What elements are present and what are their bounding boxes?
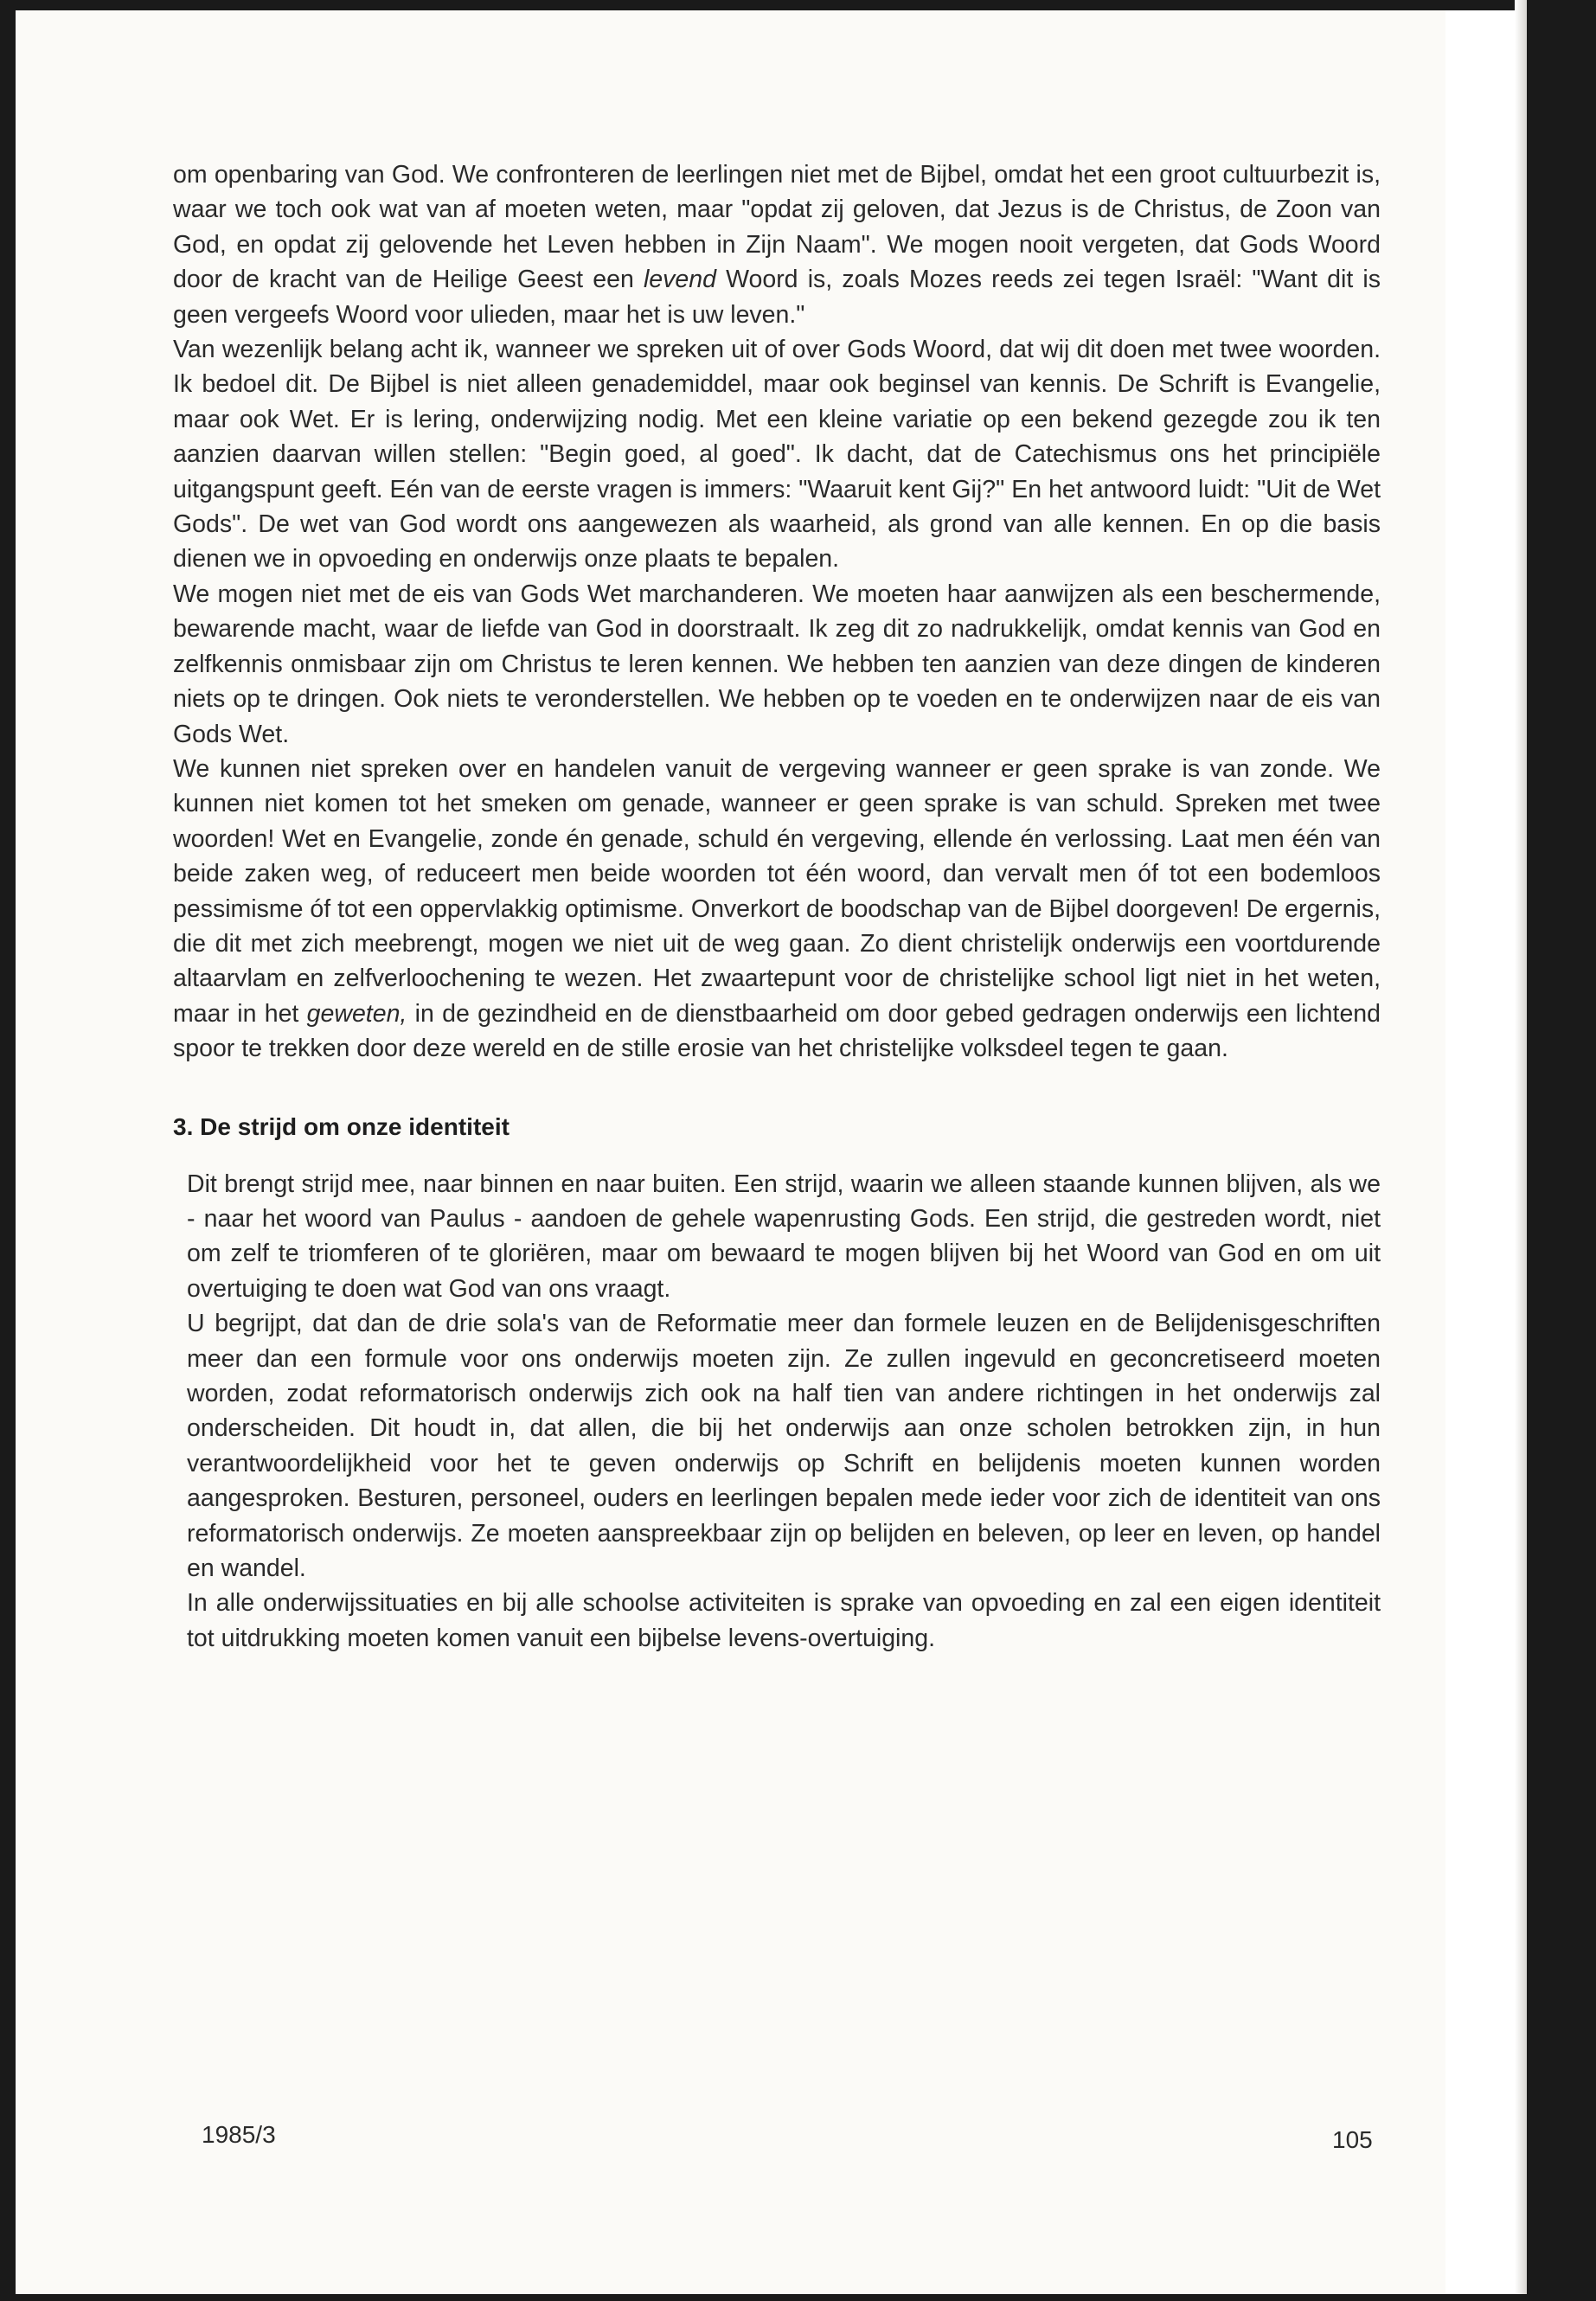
- scan-border-left: [0, 0, 16, 2301]
- scan-border-right: [1527, 0, 1596, 2301]
- text-run: in de gezindheid en de dienstbaarheid om door gebed gedragen onderwijs een lichtend spoor te trekken door deze wereld en de stille erosie van het christelijke volksdeel tegen te gaan.: [173, 999, 1381, 1063]
- paragraph-strijd: Dit brengt strijd mee, naar binnen en naar buiten. Een strijd, waarin we alleen staande kunnen blijven, als we - naar het woord van Paulus - aandoen de gehele wapenrusting Gods. Een strijd, die gestreden wordt, niet om zelf te triomferen of te gloriëren, maar om bewaard te mogen blijven bij het Woord van God en om uit overtuiging te doen wat God van ons vraagt.: [187, 1170, 1381, 1303]
- text-run: We mogen niet met de eis van Gods Wet marchanderen. We moeten haar aanwijzen als een beschermende, bewarende macht, waar de liefde van God in doorstraalt. Ik zeg dit zo nadrukkelijk, omdat kennis van God en zelfkennis onmisbaar zijn om Christus te leren kennen. We hebben ten aanzien van deze dingen de kinderen niets op te dringen. Ook niets te veronderstellen. We hebben op te voeden en te onderwijzen naar de eis van Gods Wet.: [173, 580, 1381, 748]
- footer-page-number: 105: [1332, 2126, 1373, 2153]
- scan-border-top: [0, 0, 1596, 10]
- italic-text-run: levend: [643, 266, 716, 294]
- scan-page-edge-shadow: [1515, 0, 1527, 2301]
- italic-text-run: geweten,: [306, 999, 407, 1028]
- article-body: [173, 157, 1381, 1656]
- footer-issue-number: 1985/3: [202, 2121, 276, 2148]
- paragraph-sola: U begrijpt, dat dan de drie sola's van de Reformatie meer dan formele leuzen en de Belijdenisgeschriften meer dan een formule voor ons onderwijs moeten zijn. Ze zullen ingevuld en geconcretiseerd moeten worden, zodat reformatorisch onderwijs zich ook na half tien van andere richtingen in het onderwijs zal onderscheiden. Dit houdt in, dat allen, die bij het onderwijs aan onze scholen betrokken zijn, in hun verantwoordelijkheid voor het te geven onderwijs op Schrift en belijdenis moeten kunnen worden aangesproken. Besturen, personeel, ouders en leerlingen bepalen mede ieder voor zich de identiteit van ons reformatorisch onderwijs. Ze moeten aanspreekbaar zijn op belijden en beleven, op leer en leven, op handel en wandel.: [187, 1310, 1381, 1583]
- paragraph-vergeving: [173, 752, 1381, 1067]
- section-3-body: [173, 1167, 1381, 1657]
- document-page: [16, 10, 1445, 2294]
- text-run: Woord is, zoals Mozes reeds zei tegen Israël: "Want dit is geen vergeefs Woord voor ulieden, maar het is uw leven.": [173, 266, 1381, 329]
- text-run: om openbaring van God. We confronteren de leerlingen niet met de Bijbel, omdat het een groot cultuurbezit is, waar we toch ook wat van af moeten weten, maar "opdat zij geloven, dat Jezus is de Christus, de Zoon van God, en opdat zij gelovende het Leven hebben in Zijn Naam". We mogen nooit vergeten, dat Gods Woord door de kracht van de Heilige Geest een: [173, 161, 1381, 294]
- section-heading: 3. De strijd om onze identiteit: [173, 1112, 510, 1140]
- text-run: We kunnen niet spreken over en handelen vanuit de vergeving wanneer er geen sprake is van zonde. We kunnen niet komen tot het smeken om genade, wanneer er geen sprake is van schuld. Spreken met twee woorden! Wet en Evangelie, zonde én genade, schuld én vergeving, ellende én verlossing. Laat men één van beide zaken weg, of reduceert men beide woorden tot één woord, dan vervalt men óf tot een bodemloos pessimisme óf tot een oppervlakkig optimisme. Onverkort de boodschap van de Bijbel doorgeven! De ergernis, die dit met zich meebrengt, mogen we niet uit de weg gaan. Zo dient christelijk onderwijs een voortdurende altaarvlam en zelfverloochening te wezen. Het zwaartepunt voor de christelijke school ligt niet in het weten, maar in het: [173, 754, 1381, 1028]
- paragraph-openbaring: [173, 157, 1381, 332]
- paragraph-onderwijssituaties: In alle onderwijssituaties en bij alle schoolse activiteiten is sprake van opvoeding en zal een eigen identiteit tot uitdrukking moeten komen vanuit een bijbelse levens-overtuiging.: [187, 1589, 1381, 1652]
- scan-border-bottom: [0, 2294, 1596, 2301]
- section-2-continuation: [173, 157, 1381, 1067]
- paragraph-gods-wet: [173, 577, 1381, 752]
- paragraph-wezenlijk-belang: [173, 332, 1381, 577]
- text-run: Van wezenlijk belang acht ik, wanneer we spreken uit of over Gods Woord, dat wij dit doen met twee woorden. Ik bedoel dit. De Bijbel is niet alleen genademiddel, maar ook beginsel van kennis. De Schrift is Evangelie, maar ook Wet. Er is lering, onderwijzing nodig. Met een kleine variatie op een bekend gezegde zou ik ten aanzien daarvan willen stellen: "Begin goed, al goed". Ik dacht, dat de Catechismus ons het principiële uitgangspunt geeft. Eén van de eerste vragen is immers: "Waaruit kent Gij?" En het antwoord luidt: "Uit de Wet Gods". De wet van God wordt ons aangewezen als waarheid, als grond van alle kennen. En op die basis dienen we in opvoeding en onderwijs onze plaats te bepalen.: [173, 336, 1381, 574]
